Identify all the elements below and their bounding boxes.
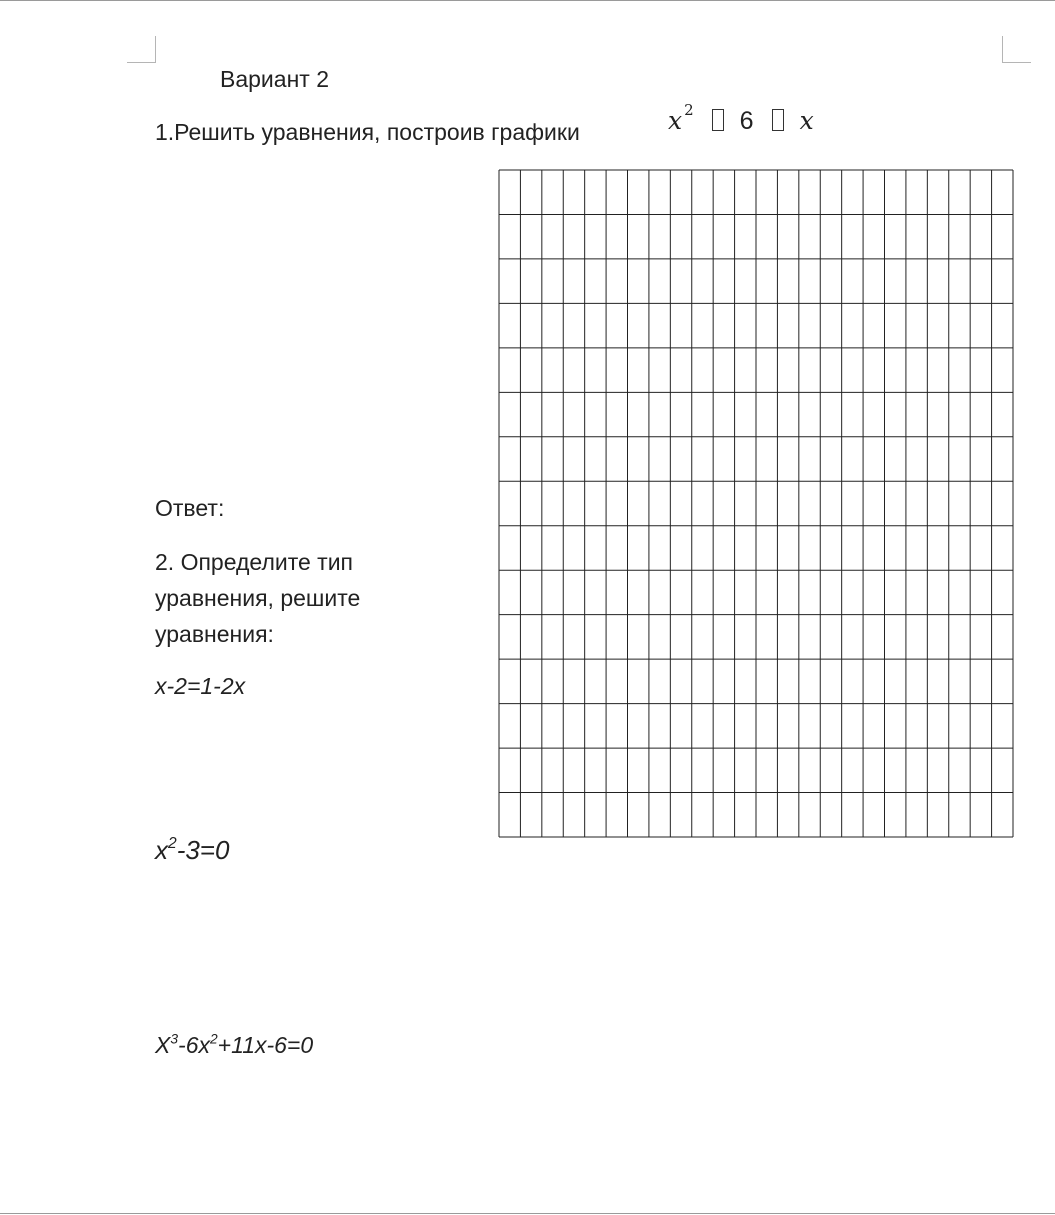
eq3-exp1: 3: [170, 1031, 179, 1047]
eq2-exponent: 2: [168, 835, 177, 853]
eq3-part2: -6x: [178, 1032, 210, 1058]
eq3-part1: X: [155, 1032, 171, 1058]
variant-title: Вариант 2: [220, 66, 329, 92]
missing-glyph-icon: [712, 109, 724, 131]
answer-label: Ответ:: [155, 495, 225, 521]
eq2-rest: -3=0: [176, 835, 230, 865]
margin-corner-mark-left: [127, 36, 156, 63]
task1-formula: [668, 101, 814, 146]
formula-exponent: 2: [684, 101, 694, 119]
eq3-part3: +11x-6=0: [217, 1032, 314, 1058]
eq3-exp2: 2: [209, 1031, 218, 1047]
equation-quadratic: [155, 830, 229, 870]
eq2-base: x: [155, 835, 168, 865]
missing-glyph-icon: [772, 109, 784, 131]
task2-text: 2. Определите тип уравнения, решите уравнения:: [155, 549, 361, 647]
graph-grid: [498, 169, 1014, 838]
formula-var-x: x: [668, 106, 683, 135]
task1-text: 1.Решить уравнения, построив графики: [155, 119, 580, 145]
page-bottom-border: [0, 1213, 1055, 1214]
formula-var-x-2: x: [799, 106, 814, 135]
formula-constant: 6: [739, 107, 754, 135]
page-top-border: [0, 0, 1055, 1]
margin-corner-mark-right: [1002, 36, 1031, 63]
equation-linear: x-2=1-2x: [155, 673, 246, 699]
equation-cubic: [155, 1027, 313, 1063]
